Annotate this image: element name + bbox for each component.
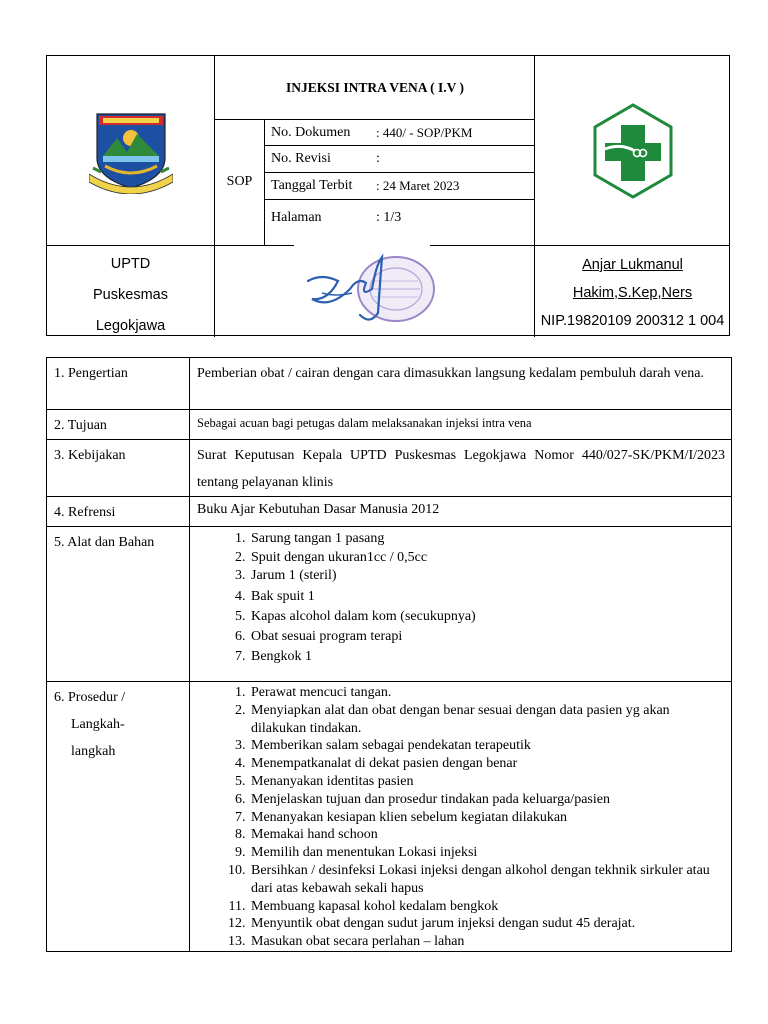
- list-item: 9. Memilih dan menentukan Lokasi injeksi: [249, 844, 725, 862]
- signer-nip: NIP.19820109 200312 1 004: [540, 313, 725, 329]
- list-item: 7. Bengkok 1: [249, 647, 725, 667]
- list-item: 2. Spuit dengan ukuran1cc / 0,5cc: [249, 549, 725, 566]
- list-item: 3. Memberikan salam sebagai pendekatan terapeutik: [249, 737, 725, 755]
- list-item: 11. Membuang kapasal kohol kedalam bengkok: [249, 898, 725, 916]
- signature-stamp-icon: [300, 253, 450, 329]
- signature-stamp: [215, 246, 535, 336]
- meta-key: No. Dokumen: [271, 124, 351, 140]
- list-item: 5. Kapas alcohol dalam kom (secukupnya): [249, 607, 725, 627]
- meta-no-dokumen: [265, 120, 534, 145]
- list-item: 1. Sarung tangan 1 pasang: [249, 529, 725, 549]
- kebijakan-text: Surat Keputusan Kepala UPTD Puskesmas Legokjawa Nomor 440/027-SK/PKM/I/2023 tentang pelayanan klinis: [190, 440, 732, 497]
- row-label: 1. Pengertian: [47, 358, 190, 410]
- meta-halaman: [265, 200, 534, 236]
- meta-no-revisi: [265, 146, 534, 172]
- alat-list: [197, 529, 725, 668]
- list-item: 6. Menjelaskan tujuan dan prosedur tindakan pada keluarga/pasien: [249, 791, 725, 809]
- table-row: [47, 410, 732, 440]
- signer-block: [535, 246, 730, 336]
- sop-label: SOP: [226, 174, 253, 189]
- table-row: [47, 440, 732, 497]
- sop-header: [46, 55, 730, 336]
- organization-name: [47, 246, 214, 336]
- puskesmas-logo: [535, 56, 730, 245]
- table-row: [47, 497, 732, 527]
- label-line: langkah: [71, 744, 116, 759]
- sop-content-table: [46, 357, 732, 952]
- list-item: 2. Menyiapkan alat dan obat dengan benar sesuai dengan data pasien yg akan dilakukan tindakan.: [249, 702, 725, 738]
- meta-value: : 24 Maret 2023: [376, 178, 460, 193]
- document-title: INJEKSI INTRA VENA ( I.V ): [285, 79, 465, 95]
- row-label: 2. Tujuan: [47, 410, 190, 440]
- meta-value: :: [376, 151, 380, 166]
- meta-value: : 440/ - SOP/PKM: [376, 124, 473, 140]
- refrensi-text: Buku Ajar Kebutuhan Dasar Manusia 2012: [190, 497, 732, 527]
- list-item: 10. Bersihkan / desinfeksi Lokasi injeksi dengan alkohol dengan tekhnik sirkuler atau dari atas kebawah sekali hapus: [249, 862, 725, 898]
- meta-key: Tanggal Terbit: [271, 178, 353, 193]
- row-label: 5. Alat dan Bahan: [47, 527, 190, 682]
- tujuan-text: Sebagai acuan bagi petugas dalam melaksanakan injeksi intra vena: [190, 410, 732, 440]
- list-item: 5. Menanyakan identitas pasien: [249, 773, 725, 791]
- list-item: 7. Menanyakan kesiapan klien sebelum kegiatan dilakukan: [249, 809, 725, 827]
- label-line: 6. Prosedur /: [54, 690, 126, 705]
- table-row: [47, 358, 732, 410]
- prosedur-label: [47, 682, 190, 952]
- list-item: 4. Menempatkanalat di dekat pasien dengan benar: [249, 755, 725, 773]
- prosedur-list: [197, 684, 725, 951]
- list-item: 13. Masukan obat secara perlahan – lahan: [249, 933, 725, 951]
- list-item: 3. Jarum 1 (steril): [249, 566, 725, 586]
- list-item: 8. Memakai hand schoon: [249, 826, 725, 844]
- table-row: [47, 682, 732, 952]
- meta-key: Halaman: [271, 210, 322, 225]
- meta-value: : 1/3: [376, 210, 402, 225]
- signer-name-line1: Anjar Lukmanul: [582, 257, 683, 273]
- org-line: Puskesmas: [93, 287, 168, 303]
- signer-name-line2: Hakim,S.Kep,Ners: [572, 285, 693, 301]
- meta-key: No. Revisi: [271, 151, 331, 166]
- regency-crest-icon: [89, 108, 173, 194]
- list-item: 6. Obat sesuai program terapi: [249, 627, 725, 647]
- regency-crest: [47, 56, 214, 245]
- prosedur-list-cell: [190, 682, 732, 952]
- alat-list-cell: [190, 527, 732, 682]
- row-label: 4. Refrensi: [47, 497, 190, 527]
- meta-tanggal-terbit: [265, 173, 534, 199]
- pengertian-text: Pemberian obat / cairan dengan cara dimasukkan langsung kedalam pembuluh darah vena.: [190, 358, 732, 410]
- list-item: 4. Bak spuit 1: [249, 587, 725, 607]
- row-label: 3. Kebijakan: [47, 440, 190, 497]
- puskesmas-cross-icon: [591, 103, 675, 199]
- org-line: UPTD: [110, 256, 151, 272]
- list-item: 1. Perawat mencuci tangan.: [249, 684, 725, 702]
- org-line: Legokjawa: [95, 318, 166, 334]
- label-line: Langkah-: [71, 717, 125, 732]
- table-row: [47, 527, 732, 682]
- list-item: 12. Menyuntik obat dengan sudut jarum injeksi dengan sudut 45 derajat.: [249, 915, 725, 933]
